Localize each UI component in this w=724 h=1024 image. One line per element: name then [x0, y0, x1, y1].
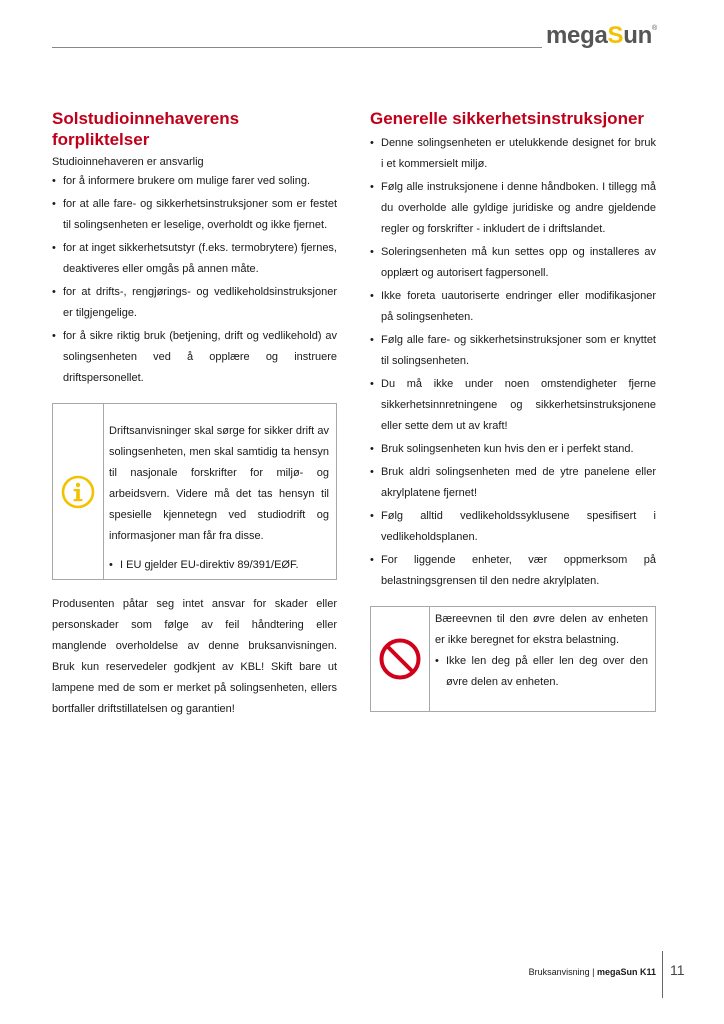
list-item: • Denne solingsenheten er utelukkende designet for bruk i et kommersielt miljø. — [370, 133, 656, 175]
left-section-title: Solstudioinnehaverens forpliktelser — [52, 109, 240, 149]
producer-disclaimer: Produsenten påtar seg intet ansvar for skader eller personskader som følge av feil håndtering eller manglende overholdelse av denne bruksanvisningen. Bruk kun reservedeler godkjent av KBL! Skift bare ut lampene med de som er merket på solingsenheten, ellers bortfaller driftstillatelsen og garantien! — [52, 598, 337, 715]
megasun-logo: megaSun® — [546, 22, 657, 49]
left-column — [52, 108, 337, 731]
info-box — [52, 403, 337, 580]
list-item: • Bruk solingsenheten kun hvis den er i perfekt stand. — [370, 439, 656, 460]
footer-divider — [662, 951, 663, 998]
list-item: • for å informere brukere om mulige farer ved soling. — [52, 171, 337, 192]
footer: Bruksanvisning | megaSun K11 — [528, 967, 656, 977]
safety-instruction-list — [370, 133, 656, 592]
prohibition-icon — [379, 638, 421, 680]
responsibility-list — [52, 171, 337, 389]
list-item: • Ikke foreta uautoriserte endringer eller modifikasjoner på solingsenheten. — [370, 286, 656, 328]
info-bullet: • I EU gjelder EU-direktiv 89/391/EØF. — [109, 555, 329, 576]
list-item: • for at drifts-, rengjørings- og vedlikeholdsinstruksjoner er tilgjengelige. — [52, 282, 337, 324]
list-item: • for at alle fare- og sikkerhetsinstruksjoner som er festet til solingsenheten er leselige, overholdt og ikke fjernet. — [52, 194, 337, 236]
info-text: Driftsanvisninger skal sørge for sikker drift av solingsenheten, men skal samtidig ta hensyn til nasjonale forskrifter for miljø- og arbeidsvern. Videre må det tas hensyn til spesielle kjennetegn ved studiodrift og informasjoner man får fra disse. — [109, 425, 329, 542]
right-column — [370, 108, 656, 712]
list-item: • Følg alltid vedlikeholdssyklusene spesifisert i vedlikeholdsplanen. — [370, 506, 656, 548]
prohibition-bullet: • Ikke len deg på eller len deg over den øvre delen av enheten. — [435, 651, 648, 693]
list-item: • For liggende enheter, vær oppmerksom på belastningsgrensen til den nedre akrylplaten. — [370, 550, 656, 592]
list-item: • Bruk aldri solingsenheten med de ytre panelene eller akrylplatene fjernet! — [370, 462, 656, 504]
prohibition-box — [370, 606, 656, 712]
info-icon — [61, 475, 95, 509]
list-item: • Soleringsenheten må kun settes opp og installeres av opplært og autorisert fagpersonell. — [370, 242, 656, 284]
footer-product: megaSun K11 — [596, 967, 656, 977]
left-intro: Studioinnehaveren er ansvarlig — [52, 156, 204, 168]
footer-label: Bruksanvisning — [528, 967, 590, 977]
page-number: 11 — [670, 962, 685, 978]
list-item: • for å sikre riktig bruk (betjening, drift og vedlikehold) av solingsenheten ved å opplære og instruere driftspersonellet. — [52, 326, 337, 389]
right-section-title: Generelle sikkerhetsinstruksjoner — [370, 109, 645, 128]
list-item: • for at inget sikkerhetsutstyr (f.eks. termobrytere) fjernes, deaktiveres eller omgås på annen måte. — [52, 238, 337, 280]
header-rule — [52, 47, 542, 48]
prohibition-text: Bæreevnen til den øvre delen av enheten er ikke beregnet for ekstra belastning. — [435, 613, 648, 646]
list-item: • Følg alle fare- og sikkerhetsinstruksjoner som er knyttet til solingsenheten. — [370, 330, 656, 372]
list-item: • Følg alle instruksjonene i denne håndboken. I tillegg må du overholde alle gyldige juridiske og andre gjeldende regler og forskrifter - inkludert de i driftslandet. — [370, 177, 656, 240]
list-item: • Du må ikke under noen omstendigheter fjerne sikkerhetsinnretningene og sikkerhetsinstruksjonene eller sette dem ut av kraft! — [370, 374, 656, 437]
